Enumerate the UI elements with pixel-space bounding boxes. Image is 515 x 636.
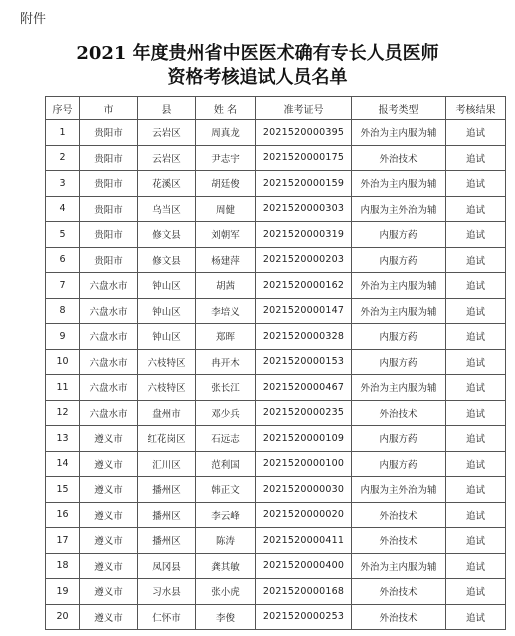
cell-name: 张小虎 <box>196 579 256 605</box>
cell-county: 修文县 <box>138 247 196 273</box>
cell-name: 陈涛 <box>196 528 256 554</box>
table-row <box>46 171 506 197</box>
cell-exam-type: 内服方药 <box>352 349 446 375</box>
cell-exam-id: 2021520000467 <box>256 375 352 401</box>
cell-exam-type: 外治技术 <box>352 502 446 528</box>
header-result: 考核结果 <box>446 97 506 120</box>
cell-exam-id: 2021520000253 <box>256 604 352 630</box>
cell-exam-type: 内服方药 <box>352 324 446 350</box>
cell-city: 遵义市 <box>80 477 138 503</box>
cell-result: 追试 <box>446 298 506 324</box>
cell-exam-id: 2021520000147 <box>256 298 352 324</box>
cell-result: 追试 <box>446 324 506 350</box>
cell-result: 追试 <box>446 375 506 401</box>
cell-city: 遵义市 <box>80 502 138 528</box>
cell-name: 周健 <box>196 196 256 222</box>
cell-seq: 17 <box>46 528 80 554</box>
table-row <box>46 528 506 554</box>
cell-county: 钟山区 <box>138 324 196 350</box>
cell-name: 胡廷俊 <box>196 171 256 197</box>
document-title-line-2: 资格考核追试人员名单 <box>167 67 348 88</box>
cell-city: 贵阳市 <box>80 120 138 146</box>
cell-exam-type: 外治技术 <box>352 528 446 554</box>
cell-seq: 16 <box>46 502 80 528</box>
table-row <box>46 477 506 503</box>
cell-name: 张长江 <box>196 375 256 401</box>
cell-city: 遵义市 <box>80 579 138 605</box>
header-city: 市 <box>80 97 138 120</box>
cell-exam-type: 外治为主内服为辅 <box>352 120 446 146</box>
cell-county: 花溪区 <box>138 171 196 197</box>
cell-exam-id: 2021520000400 <box>256 553 352 579</box>
cell-city: 贵阳市 <box>80 171 138 197</box>
cell-city: 遵义市 <box>80 528 138 554</box>
cell-city: 六盘水市 <box>80 298 138 324</box>
candidate-table <box>45 96 506 630</box>
cell-seq: 11 <box>46 375 80 401</box>
cell-exam-id: 2021520000328 <box>256 324 352 350</box>
cell-exam-type: 内服为主外治为辅 <box>352 477 446 503</box>
cell-name: 郑晖 <box>196 324 256 350</box>
table-row <box>46 451 506 477</box>
table-header-row <box>46 97 506 120</box>
cell-name: 李俊 <box>196 604 256 630</box>
table-body <box>46 120 506 630</box>
cell-exam-type: 外治技术 <box>352 400 446 426</box>
cell-exam-id: 2021520000159 <box>256 171 352 197</box>
cell-exam-id: 2021520000100 <box>256 451 352 477</box>
table-row <box>46 145 506 171</box>
header-exam-id: 准考证号 <box>256 97 352 120</box>
cell-city: 贵阳市 <box>80 196 138 222</box>
table-row <box>46 247 506 273</box>
cell-city: 遵义市 <box>80 451 138 477</box>
cell-name: 李培义 <box>196 298 256 324</box>
cell-county: 盘州市 <box>138 400 196 426</box>
cell-seq: 14 <box>46 451 80 477</box>
cell-city: 遵义市 <box>80 426 138 452</box>
cell-exam-type: 内服方药 <box>352 222 446 248</box>
cell-exam-type: 内服为主外治为辅 <box>352 196 446 222</box>
cell-exam-type: 内服方药 <box>352 451 446 477</box>
cell-seq: 7 <box>46 273 80 299</box>
cell-seq: 4 <box>46 196 80 222</box>
cell-county: 汇川区 <box>138 451 196 477</box>
cell-seq: 5 <box>46 222 80 248</box>
cell-exam-id: 2021520000235 <box>256 400 352 426</box>
header-exam-type: 报考类型 <box>352 97 446 120</box>
cell-result: 追试 <box>446 528 506 554</box>
cell-city: 遵义市 <box>80 553 138 579</box>
cell-exam-type: 外治技术 <box>352 604 446 630</box>
cell-exam-type: 外治技术 <box>352 579 446 605</box>
cell-seq: 3 <box>46 171 80 197</box>
cell-county: 六枝特区 <box>138 375 196 401</box>
table-row <box>46 273 506 299</box>
cell-name: 刘朝军 <box>196 222 256 248</box>
cell-seq: 9 <box>46 324 80 350</box>
cell-exam-id: 2021520000175 <box>256 145 352 171</box>
cell-exam-id: 2021520000168 <box>256 579 352 605</box>
table-row <box>46 324 506 350</box>
table-row <box>46 298 506 324</box>
cell-county: 播州区 <box>138 502 196 528</box>
cell-exam-type: 外治为主内服为辅 <box>352 375 446 401</box>
cell-name: 邓少兵 <box>196 400 256 426</box>
attachment-label: 附件 <box>20 12 47 27</box>
cell-city: 六盘水市 <box>80 273 138 299</box>
cell-county: 红花岗区 <box>138 426 196 452</box>
cell-name: 龚其敏 <box>196 553 256 579</box>
cell-city: 六盘水市 <box>80 324 138 350</box>
cell-name: 尹志宇 <box>196 145 256 171</box>
cell-exam-id: 2021520000109 <box>256 426 352 452</box>
cell-city: 贵阳市 <box>80 247 138 273</box>
cell-name: 韩正文 <box>196 477 256 503</box>
table-row <box>46 196 506 222</box>
cell-exam-id: 2021520000162 <box>256 273 352 299</box>
cell-result: 追试 <box>446 222 506 248</box>
cell-city: 六盘水市 <box>80 400 138 426</box>
cell-name: 杨建萍 <box>196 247 256 273</box>
cell-exam-id: 2021520000020 <box>256 502 352 528</box>
cell-exam-type: 外治为主内服为辅 <box>352 273 446 299</box>
cell-exam-id: 2021520000411 <box>256 528 352 554</box>
document-title-line-1: 2021 年度贵州省中医医术确有专长人员医师 <box>76 43 439 64</box>
table-row <box>46 502 506 528</box>
cell-result: 追试 <box>446 579 506 605</box>
table-row <box>46 604 506 630</box>
cell-result: 追试 <box>446 426 506 452</box>
table-row <box>46 553 506 579</box>
cell-exam-id: 2021520000319 <box>256 222 352 248</box>
cell-result: 追试 <box>446 196 506 222</box>
cell-county: 修文县 <box>138 222 196 248</box>
cell-name: 周真龙 <box>196 120 256 146</box>
cell-exam-type: 外治为主内服为辅 <box>352 171 446 197</box>
cell-seq: 6 <box>46 247 80 273</box>
cell-result: 追试 <box>446 145 506 171</box>
cell-seq: 20 <box>46 604 80 630</box>
cell-county: 六枝特区 <box>138 349 196 375</box>
cell-name: 冉开木 <box>196 349 256 375</box>
cell-result: 追试 <box>446 247 506 273</box>
table-row <box>46 426 506 452</box>
cell-exam-type: 外治为主内服为辅 <box>352 553 446 579</box>
cell-result: 追试 <box>446 171 506 197</box>
cell-county: 播州区 <box>138 477 196 503</box>
table-row <box>46 222 506 248</box>
cell-seq: 18 <box>46 553 80 579</box>
cell-seq: 13 <box>46 426 80 452</box>
cell-city: 遵义市 <box>80 604 138 630</box>
cell-result: 追试 <box>446 502 506 528</box>
table-row <box>46 400 506 426</box>
cell-name: 李云峰 <box>196 502 256 528</box>
cell-county: 习水县 <box>138 579 196 605</box>
cell-result: 追试 <box>446 451 506 477</box>
table-row <box>46 120 506 146</box>
cell-exam-id: 2021520000395 <box>256 120 352 146</box>
cell-result: 追试 <box>446 604 506 630</box>
cell-exam-type: 内服方药 <box>352 247 446 273</box>
cell-county: 乌当区 <box>138 196 196 222</box>
cell-seq: 10 <box>46 349 80 375</box>
cell-exam-id: 2021520000030 <box>256 477 352 503</box>
cell-exam-id: 2021520000203 <box>256 247 352 273</box>
cell-seq: 12 <box>46 400 80 426</box>
cell-result: 追试 <box>446 349 506 375</box>
cell-county: 云岩区 <box>138 145 196 171</box>
cell-seq: 2 <box>46 145 80 171</box>
cell-seq: 8 <box>46 298 80 324</box>
cell-city: 贵阳市 <box>80 145 138 171</box>
table-row <box>46 349 506 375</box>
cell-county: 云岩区 <box>138 120 196 146</box>
cell-county: 钟山区 <box>138 273 196 299</box>
header-name: 姓 名 <box>196 97 256 120</box>
table-row <box>46 579 506 605</box>
cell-exam-id: 2021520000153 <box>256 349 352 375</box>
cell-seq: 15 <box>46 477 80 503</box>
cell-exam-type: 外治为主内服为辅 <box>352 298 446 324</box>
header-seq: 序号 <box>46 97 80 120</box>
cell-result: 追试 <box>446 120 506 146</box>
cell-county: 凤冈县 <box>138 553 196 579</box>
cell-result: 追试 <box>446 273 506 299</box>
cell-exam-type: 内服方药 <box>352 426 446 452</box>
cell-exam-type: 外治技术 <box>352 145 446 171</box>
cell-city: 六盘水市 <box>80 375 138 401</box>
cell-city: 六盘水市 <box>80 349 138 375</box>
cell-result: 追试 <box>446 477 506 503</box>
cell-city: 贵阳市 <box>80 222 138 248</box>
table-row <box>46 375 506 401</box>
cell-result: 追试 <box>446 553 506 579</box>
cell-name: 范利国 <box>196 451 256 477</box>
header-county: 县 <box>138 97 196 120</box>
cell-seq: 19 <box>46 579 80 605</box>
cell-exam-id: 2021520000303 <box>256 196 352 222</box>
cell-seq: 1 <box>46 120 80 146</box>
cell-county: 钟山区 <box>138 298 196 324</box>
cell-county: 播州区 <box>138 528 196 554</box>
cell-name: 胡茜 <box>196 273 256 299</box>
cell-result: 追试 <box>446 400 506 426</box>
cell-county: 仁怀市 <box>138 604 196 630</box>
cell-name: 石远志 <box>196 426 256 452</box>
